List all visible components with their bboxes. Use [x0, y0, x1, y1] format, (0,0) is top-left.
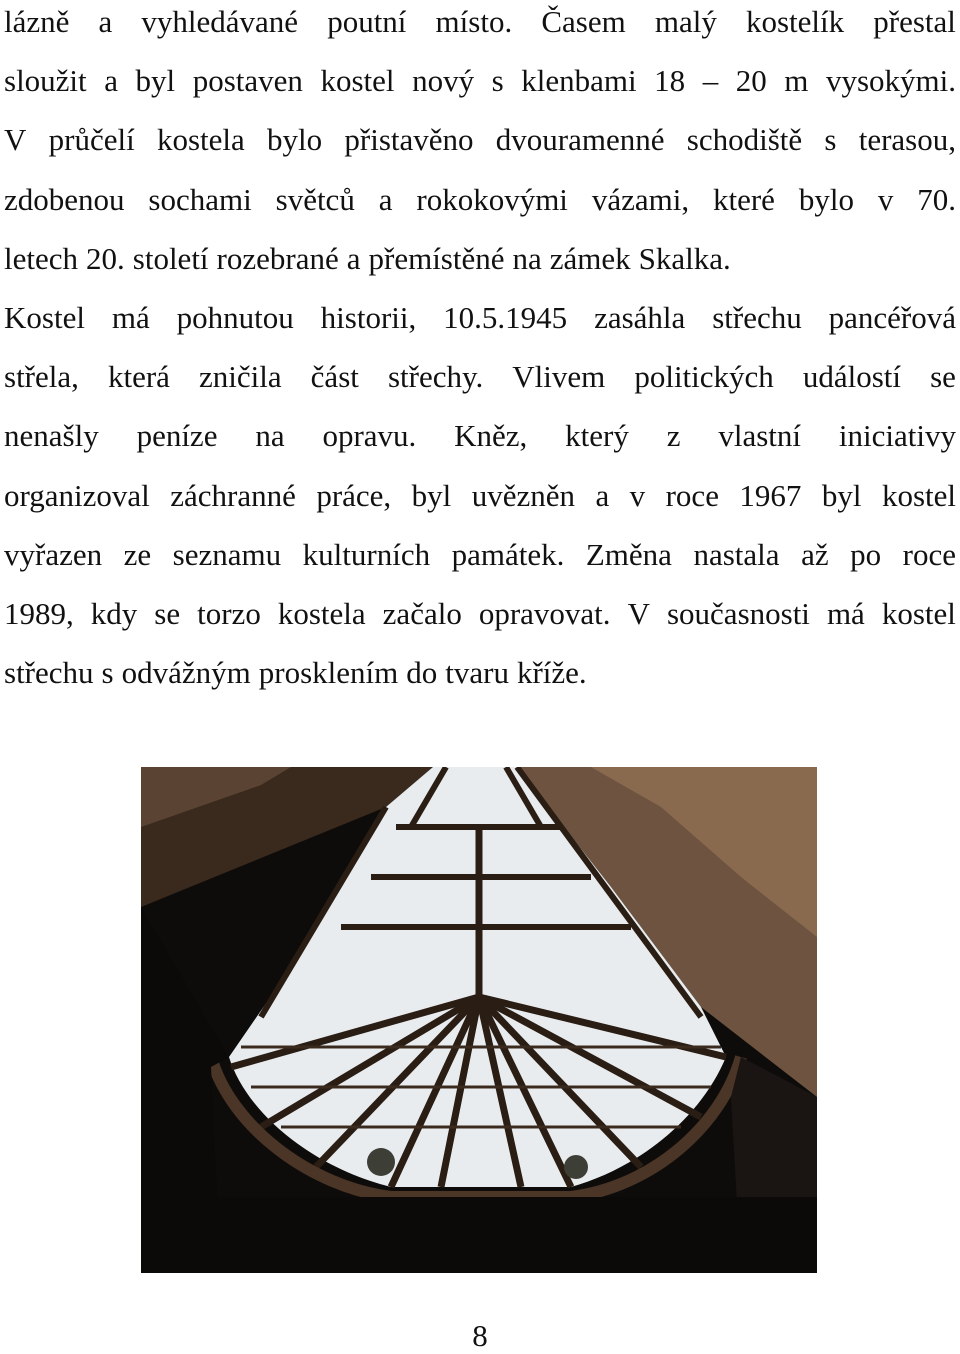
word: kříže.	[516, 655, 587, 691]
word: 70.	[917, 181, 956, 217]
word: v	[629, 477, 646, 513]
word: pancéřová	[828, 299, 956, 335]
word: V	[4, 122, 27, 158]
word: Kostel	[4, 299, 85, 335]
word: a	[104, 63, 118, 99]
word: vlastní	[718, 418, 802, 454]
word: začalo	[382, 595, 462, 631]
word: nový	[412, 63, 475, 99]
word: práce,	[316, 477, 392, 513]
word: prosklením	[258, 655, 399, 691]
text-line	[4, 296, 956, 355]
text-line	[4, 178, 956, 237]
word: 10.5.1945	[443, 299, 568, 335]
text-line	[4, 533, 956, 592]
word: sochami	[148, 181, 252, 217]
word: terasou,	[858, 122, 956, 158]
text-line	[4, 592, 956, 651]
word: zdobenou	[4, 181, 125, 217]
word: 20.	[86, 240, 125, 276]
word: do	[406, 655, 438, 691]
word: a	[595, 477, 610, 513]
word: světců	[275, 181, 355, 217]
word: rokokovými	[416, 181, 568, 217]
word: klenbami	[521, 63, 637, 99]
word: schodiště	[686, 122, 803, 158]
word: uvězněn	[471, 477, 575, 513]
page-number: 8	[472, 1318, 488, 1353]
word: kostel	[881, 595, 956, 631]
word: který	[565, 418, 629, 454]
word: kostela	[156, 122, 245, 158]
lower-wall	[141, 1197, 817, 1273]
word: událostí	[802, 359, 902, 395]
glass-roof-illustration	[141, 767, 817, 1273]
word: torzo	[197, 595, 261, 631]
word: Časem	[541, 4, 626, 39]
word: které	[712, 181, 775, 217]
text-line	[4, 59, 956, 118]
word: 20	[735, 63, 767, 99]
word: vysokými.	[825, 63, 956, 99]
word: a	[346, 240, 361, 276]
word: 1967	[739, 477, 802, 513]
word: kostelík	[745, 4, 845, 39]
word: nastala	[693, 536, 780, 572]
word: nenašly	[4, 418, 99, 454]
text-line	[4, 414, 956, 473]
word: poutní	[327, 4, 407, 39]
word: památek.	[451, 536, 565, 572]
word: kostel	[320, 63, 395, 99]
word: kulturních	[302, 536, 431, 572]
word: lázně	[4, 4, 70, 39]
word: politických	[634, 359, 774, 395]
word: odvážným	[121, 655, 251, 691]
paragraph	[4, 0, 956, 710]
word: Vlivem	[512, 359, 606, 395]
word: v	[877, 181, 894, 217]
word: na	[512, 240, 542, 276]
word: místo.	[435, 4, 513, 39]
word: kdy	[90, 595, 138, 631]
word: přemístěné	[368, 240, 505, 276]
word: s	[101, 655, 114, 691]
word: malý	[654, 4, 717, 39]
text-line	[4, 474, 956, 533]
word: se	[154, 595, 181, 631]
word: iniciativy	[838, 418, 956, 454]
tree-silhouette	[564, 1155, 588, 1179]
word: střela,	[4, 359, 79, 395]
word: opravu.	[322, 418, 417, 454]
word: V	[627, 595, 650, 631]
word: průčelí	[48, 122, 135, 158]
word: část	[310, 359, 359, 395]
word: organizoval	[4, 477, 150, 513]
word: rozebrané	[216, 240, 339, 276]
word: m	[784, 63, 809, 99]
word: bylo	[267, 122, 323, 158]
word: roce	[902, 536, 956, 572]
word: dvouramenné	[495, 122, 665, 158]
word: opravovat.	[478, 595, 611, 631]
word: –	[702, 63, 719, 99]
word: zámek	[549, 240, 631, 276]
text-line	[4, 0, 956, 59]
word: tvaru	[445, 655, 509, 691]
word: až	[801, 536, 829, 572]
word: z	[666, 418, 681, 454]
word: peníze	[136, 418, 218, 454]
word: na	[255, 418, 285, 454]
word: historii,	[320, 299, 417, 335]
word: přistavěno	[344, 122, 474, 158]
word: s	[491, 63, 504, 99]
word: střechu	[4, 655, 94, 691]
word: se	[930, 359, 956, 395]
word: byl	[821, 477, 862, 513]
word: vyhledávané	[141, 4, 299, 39]
word: která	[107, 359, 170, 395]
word: letech	[4, 240, 79, 276]
word: a	[378, 181, 393, 217]
word: s	[824, 122, 837, 158]
word: střechy.	[387, 359, 484, 395]
word: bylo	[798, 181, 854, 217]
word: po	[850, 536, 882, 572]
word: seznamu	[172, 536, 282, 572]
word: má	[826, 595, 865, 631]
word: zničila	[198, 359, 282, 395]
word: kostela	[277, 595, 366, 631]
word: ze	[123, 536, 152, 572]
word: a	[98, 4, 113, 39]
word: vyřazen	[4, 536, 103, 572]
word: vázami,	[591, 181, 690, 217]
word: postaven	[192, 63, 303, 99]
word: Kněz,	[454, 418, 528, 454]
word: kostel	[881, 477, 956, 513]
word: 18	[654, 63, 686, 99]
word: 1989,	[4, 595, 74, 631]
tree-silhouette	[367, 1148, 395, 1176]
word: záchranné	[170, 477, 296, 513]
word: byl	[135, 63, 176, 99]
word: střechu	[712, 299, 802, 335]
text-line	[4, 355, 956, 414]
word: sloužit	[4, 63, 87, 99]
word: roce	[665, 477, 719, 513]
word: Skalka.	[638, 240, 731, 276]
word: byl	[411, 477, 452, 513]
church-roof-photo	[141, 767, 817, 1273]
word: pohnutou	[176, 299, 294, 335]
word: zasáhla	[594, 299, 686, 335]
word: Změna	[585, 536, 672, 572]
text-line	[4, 651, 956, 710]
word: přestal	[873, 4, 956, 39]
word: má	[111, 299, 150, 335]
text-line	[4, 118, 956, 177]
word: současnosti	[666, 595, 810, 631]
word: století	[132, 240, 209, 276]
text-line	[4, 237, 956, 296]
